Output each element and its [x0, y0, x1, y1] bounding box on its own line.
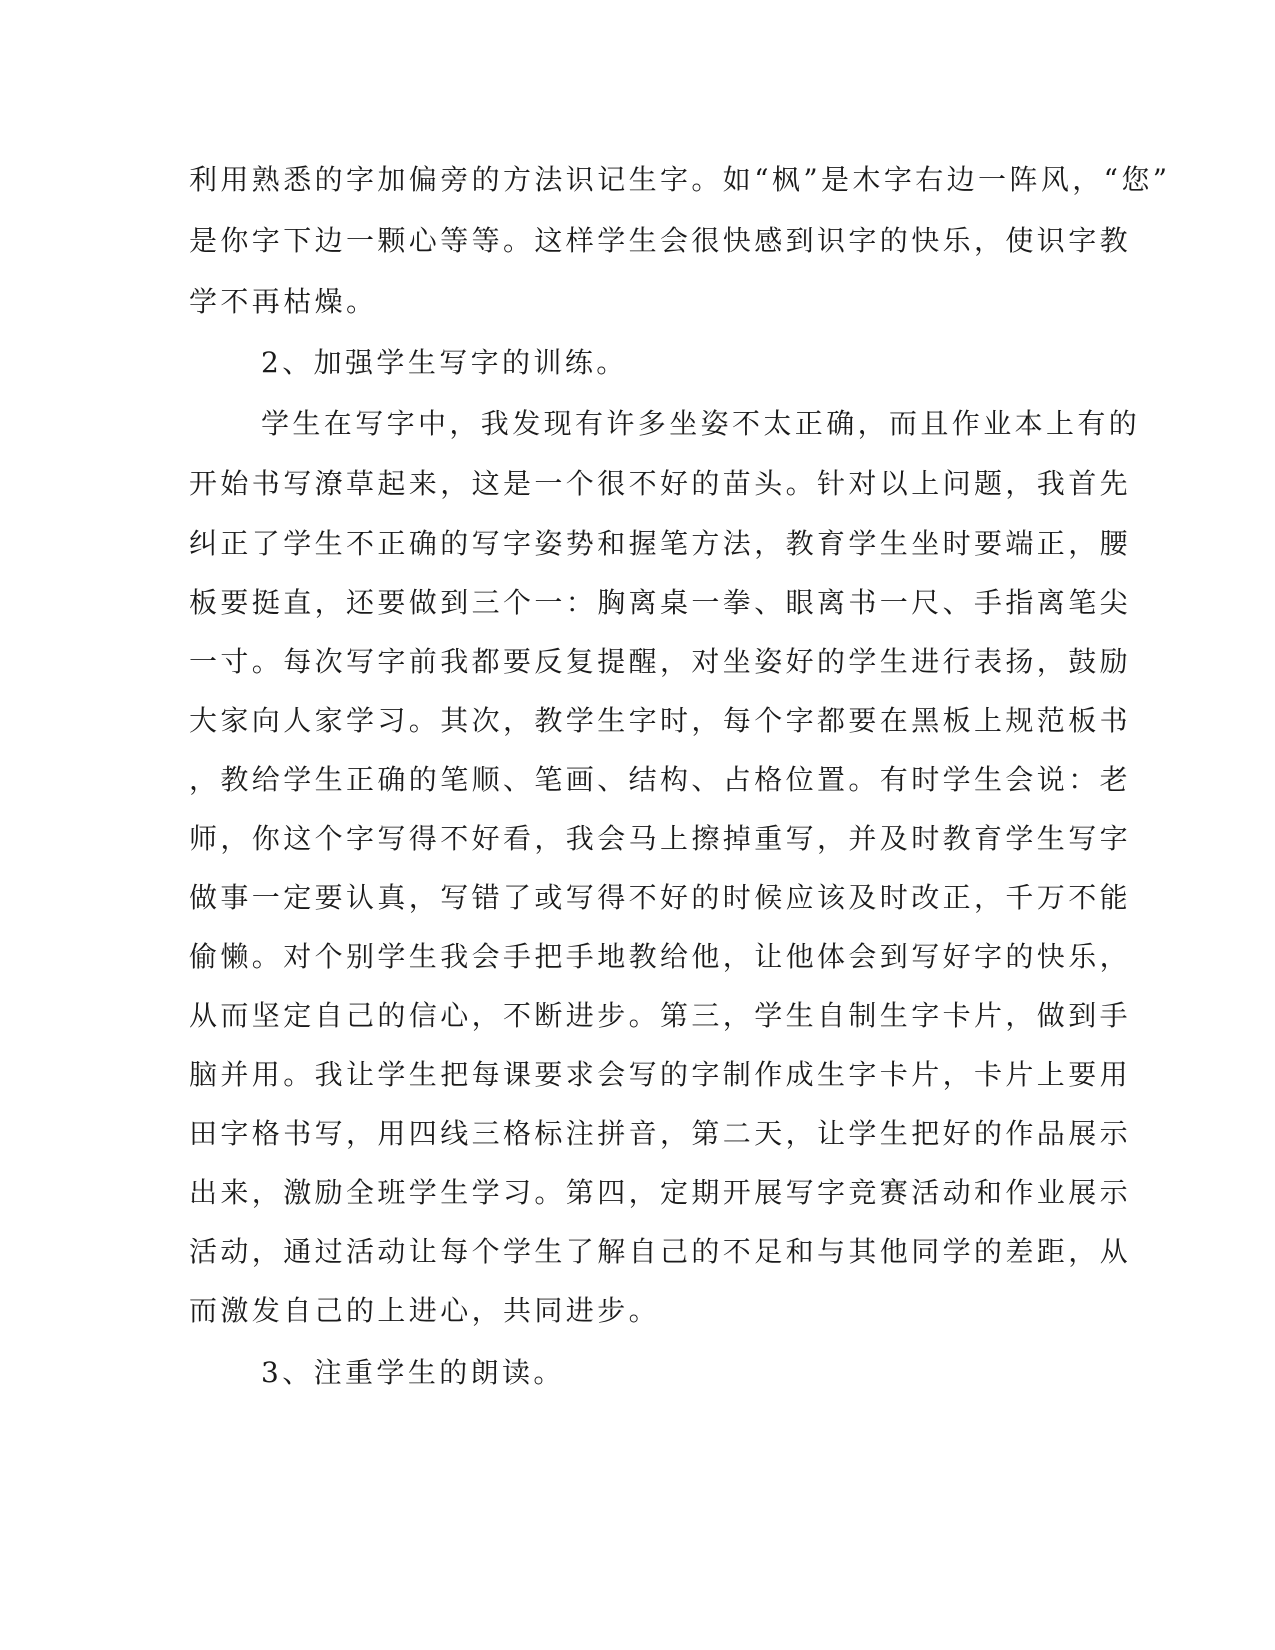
paragraph-line: 板要挺直，还要做到三个一：胸离桌一拳、眼离书一尺、手指离笔尖: [189, 586, 1132, 619]
paragraph-line: 开始书写潦草起来，这是一个很不好的苗头。针对以上问题，我首先: [189, 467, 1132, 500]
paragraph-line: 偷懒。对个别学生我会手把手地教给他，让他体会到写好字的快乐，: [189, 940, 1132, 973]
paragraph-line: ，教给学生正确的笔顺、笔画、结构、占格位置。有时学生会说：老: [189, 763, 1132, 796]
paragraph-line: 学不再枯燥。: [189, 285, 378, 318]
paragraph-line: 是你字下边一颗心等等。这样学生会很快感到识字的快乐，使识字教: [189, 224, 1132, 257]
section-heading: 2、加强学生写字的训练。: [261, 346, 628, 379]
paragraph-line: 活动，通过活动让每个学生了解自己的不足和与其他同学的差距，从: [189, 1235, 1132, 1268]
paragraph-line: 大家向人家学习。其次，教学生字时，每个字都要在黑板上规范板书: [189, 704, 1132, 737]
paragraph-line: 纠正了学生不正确的写字姿势和握笔方法，教育学生坐时要端正，腰: [189, 527, 1132, 560]
paragraph-line: 做事一定要认真，写错了或写得不好的时候应该及时改正，千万不能: [189, 881, 1132, 914]
paragraph-line: 田字格书写，用四线三格标注拼音，第二天，让学生把好的作品展示: [189, 1117, 1132, 1150]
paragraph-line: 脑并用。我让学生把每课要求会写的字制作成生字卡片，卡片上要用: [189, 1058, 1132, 1091]
paragraph-line: 利用熟悉的字加偏旁的方法识记生字。如“枫”是木字右边一阵风，“您”: [189, 163, 1171, 196]
paragraph-line: 一寸。每次写字前我都要反复提醒，对坐姿好的学生进行表扬，鼓励: [189, 645, 1132, 678]
paragraph-line: 从而坚定自己的信心，不断进步。第三，学生自制生字卡片，做到手: [189, 999, 1132, 1032]
paragraph-line: 出来，激励全班学生学习。第四，定期开展写字竞赛活动和作业展示: [189, 1176, 1132, 1209]
section-heading: 3、注重学生的朗读。: [261, 1356, 565, 1389]
paragraph-line: 学生在写字中，我发现有许多坐姿不太正确，而且作业本上有的: [261, 407, 1141, 440]
paragraph-line: 而激发自己的上进心，共同进步。: [189, 1294, 661, 1327]
paragraph-line: 师，你这个字写得不好看，我会马上擦掉重写，并及时教育学生写字: [189, 822, 1132, 855]
